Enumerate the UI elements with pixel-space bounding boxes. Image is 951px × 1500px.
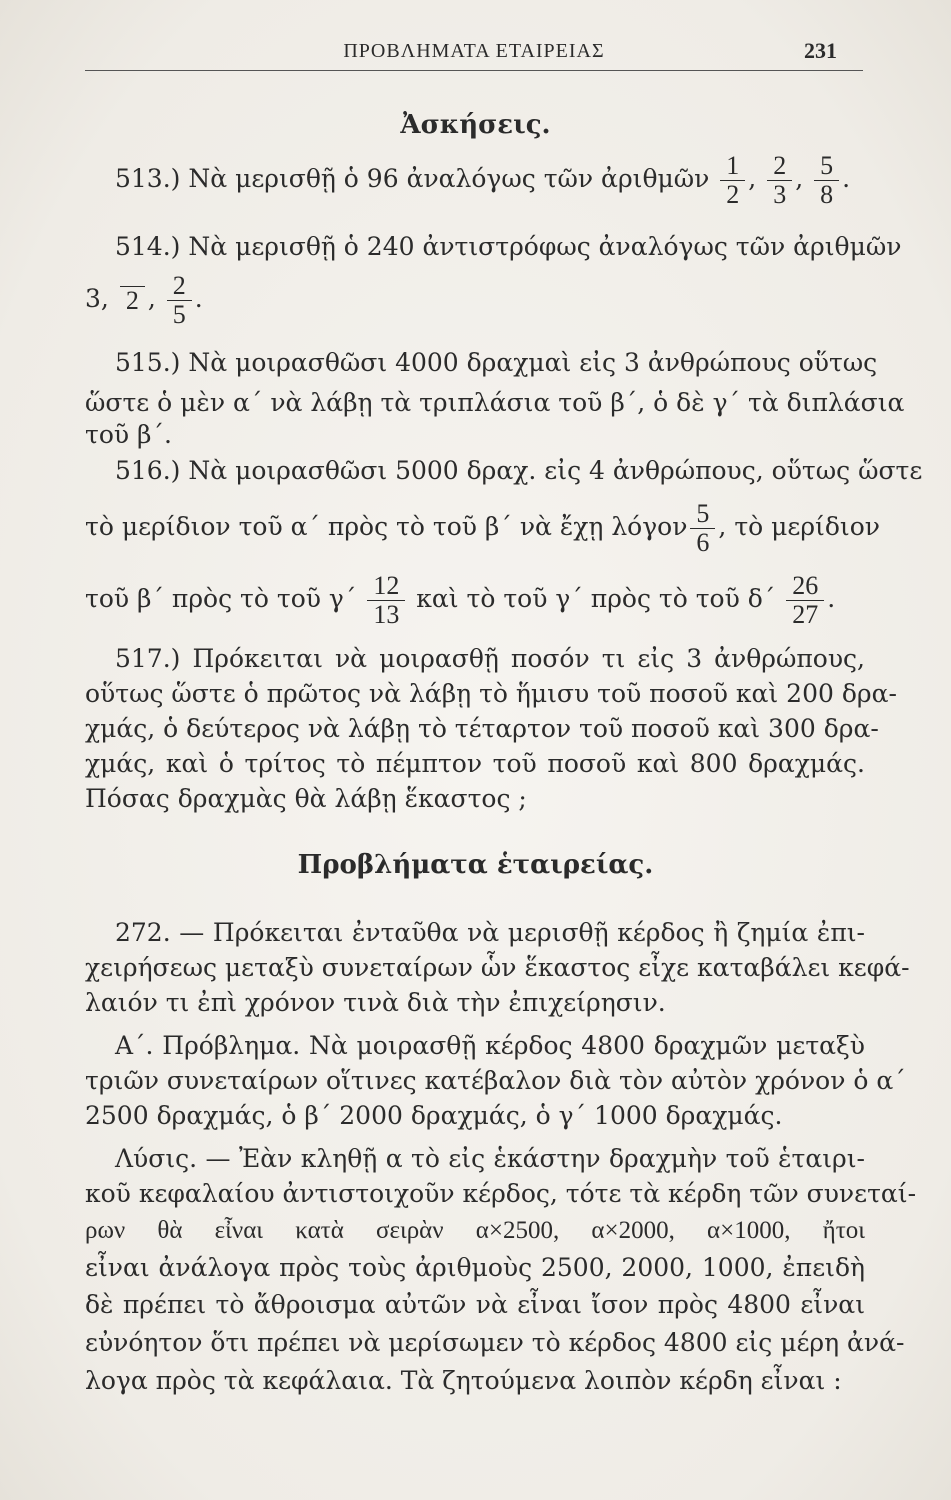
exercise-513-text: 513.) Νὰ μερισθῇ ὁ 96 ἀναλόγως τῶν ἀριθμῶν bbox=[115, 164, 710, 193]
solution-line3: ρων θὰ εἶναι κατὰ σειρὰν α×2500, α×2000, α×1000, ἤτοι bbox=[85, 1217, 865, 1244]
solution-line2: κοῦ κεφαλαίου ἀντιστοιχοῦν κέρδος, τότε τὰ κέρδη τῶν συνεταί- bbox=[85, 1179, 917, 1208]
paragraph-272-line2: χειρήσεως μεταξὺ συνεταίρων ὧν ἕκαστος εἶχε καταβάλει κεφά- bbox=[85, 953, 910, 982]
solution-line7: λογα πρὸς τὰ κεφάλαια. Τὰ ζητούμενα λοιπὸν κέρδη εἶναι : bbox=[85, 1366, 842, 1395]
exercise-517-line1: 517.) Πρόκειται νὰ μοιρασθῇ ποσόν τι εἰς 3 ἀνθρώπους, bbox=[115, 644, 865, 673]
problem-a-line1: Α΄. Πρόβλημα. Νὰ μοιρασθῇ κέρδος 4800 δραχμῶν μεταξὺ bbox=[115, 1031, 865, 1060]
problem-a-line3: 2500 δραχμάς, ὁ β΄ 2000 δραχμάς, ὁ γ΄ 1000 δραχμάς. bbox=[85, 1101, 783, 1130]
solution-line5: δὲ πρέπει τὸ ἄθροισμα αὐτῶν νὰ εἶναι ἴσον πρὸς 4800 εἶναι bbox=[85, 1290, 865, 1319]
fraction: $\frac{5}{6}$ bbox=[690, 500, 715, 557]
solution-line6: εὐνόητον ὅτι πρέπει νὰ μερίσωμεν τὸ κέρδος 4800 εἰς μέρη ἀνά- bbox=[85, 1328, 905, 1357]
exercise-515-line3: τοῦ β΄. bbox=[85, 420, 172, 449]
solution-line1: Λύσις. — Ἐὰν κληθῇ α τὸ εἰς ἑκάστην δραχμὴν τοῦ ἑταιρι- bbox=[115, 1144, 865, 1173]
paragraph-272-line1: 272. — Πρόκειται ἐνταῦθα νὰ μερισθῇ κέρδος ἢ ζημία ἐπι- bbox=[115, 918, 865, 947]
problems-heading: Προβλήματα ἑταιρείας. bbox=[297, 850, 654, 880]
exercise-516-line2: τὸ μερίδιον τοῦ α΄ πρὸς τὸ τοῦ β΄ νὰ ἔχῃ λόγον $\frac{5}{6}$ , τὸ μερίδιον bbox=[85, 499, 880, 557]
fraction: $\frac{1}{2}$ bbox=[720, 152, 745, 209]
fraction: $\frac{2}{5}$ bbox=[167, 272, 192, 329]
exercise-517-line3: χμάς, ὁ δεύτερος νὰ λάβῃ τὸ τέταρτον τοῦ ποσοῦ καὶ 300 δρα- bbox=[85, 714, 879, 743]
exercise-515-line1: 515.) Νὰ μοιρασθῶσι 4000 δραχμαὶ εἰς 3 ἀνθρώπους οὕτως bbox=[115, 348, 878, 377]
exercise-517-line5: Πόσας δραχμὰς θὰ λάβῃ ἕκαστος ; bbox=[85, 784, 527, 813]
page-number: 231 bbox=[804, 38, 837, 63]
fraction: $\frac{12}{13}$ bbox=[367, 572, 405, 629]
exercise-517-line2: οὕτως ὥστε ὁ πρῶτος νὰ λάβῃ τὸ ἥμισυ τοῦ ποσοῦ καὶ 200 δρα- bbox=[85, 679, 897, 708]
problem-a-line2: τριῶν συνεταίρων οἵτινες κατέβαλον διὰ τὸν αὐτὸν χρόνον ὁ α΄ bbox=[85, 1066, 906, 1095]
exercise-513: 513.) Νὰ μερισθῇ ὁ 96 ἀναλόγως τῶν ἀριθμῶν $\frac{1}{2}$ , $\frac{2}{3}$ , $\frac{5}{8}$ . bbox=[115, 151, 851, 209]
fraction: $\frac{26}{27}$ bbox=[786, 572, 824, 629]
fraction: $\frac{2}{3}$ bbox=[767, 152, 792, 209]
paragraph-272-line3: λαιόν τι ἐπὶ χρόνον τινὰ διὰ τὴν ἐπιχείρησιν. bbox=[85, 988, 666, 1017]
exercise-516-line1: 516.) Νὰ μοιρασθῶσι 5000 δραχ. εἰς 4 ἀνθρώπους, οὕτως ὥστε bbox=[115, 456, 923, 485]
fraction: $\frac{5}{8}$ bbox=[814, 152, 839, 209]
exercise-515-line2: ὥστε ὁ μὲν α΄ νὰ λάβῃ τὰ τριπλάσια τοῦ β΄, ὁ δὲ γ΄ τὰ διπλάσια bbox=[85, 388, 905, 417]
solution-line4: εἶναι ἀνάλογα πρὸς τοὺς ἀριθμοὺς 2500, 2000, 1000, ἐπειδὴ bbox=[85, 1253, 865, 1282]
running-title: ΠΡΟΒΛΗΜΑΤΑ ΕΤΑΙΡΕΙΑΣ bbox=[343, 40, 605, 62]
exercise-514-line1: 514.) Νὰ μερισθῇ ὁ 240 ἀντιστρόφως ἀναλόγως τῶν ἀριθμῶν bbox=[115, 232, 902, 261]
exercises-heading: Ἀσκήσεις. bbox=[400, 110, 551, 140]
fraction: 2 bbox=[120, 286, 145, 315]
exercise-516-line3: τοῦ β΄ πρὸς τὸ τοῦ γ΄ $\frac{12}{13}$ καὶ τὸ τοῦ γ΄ πρὸς τὸ τοῦ δ΄ $\frac{26}{27}$ . bbox=[85, 571, 836, 629]
exercise-517-line4: χμάς, καὶ ὁ τρίτος τὸ πέμπτον τοῦ ποσοῦ καὶ 800 δραχμάς. bbox=[85, 749, 865, 778]
exercise-514-line2: 3, 2 , $\frac{2}{5}$ . bbox=[85, 271, 203, 329]
running-header bbox=[85, 38, 863, 71]
